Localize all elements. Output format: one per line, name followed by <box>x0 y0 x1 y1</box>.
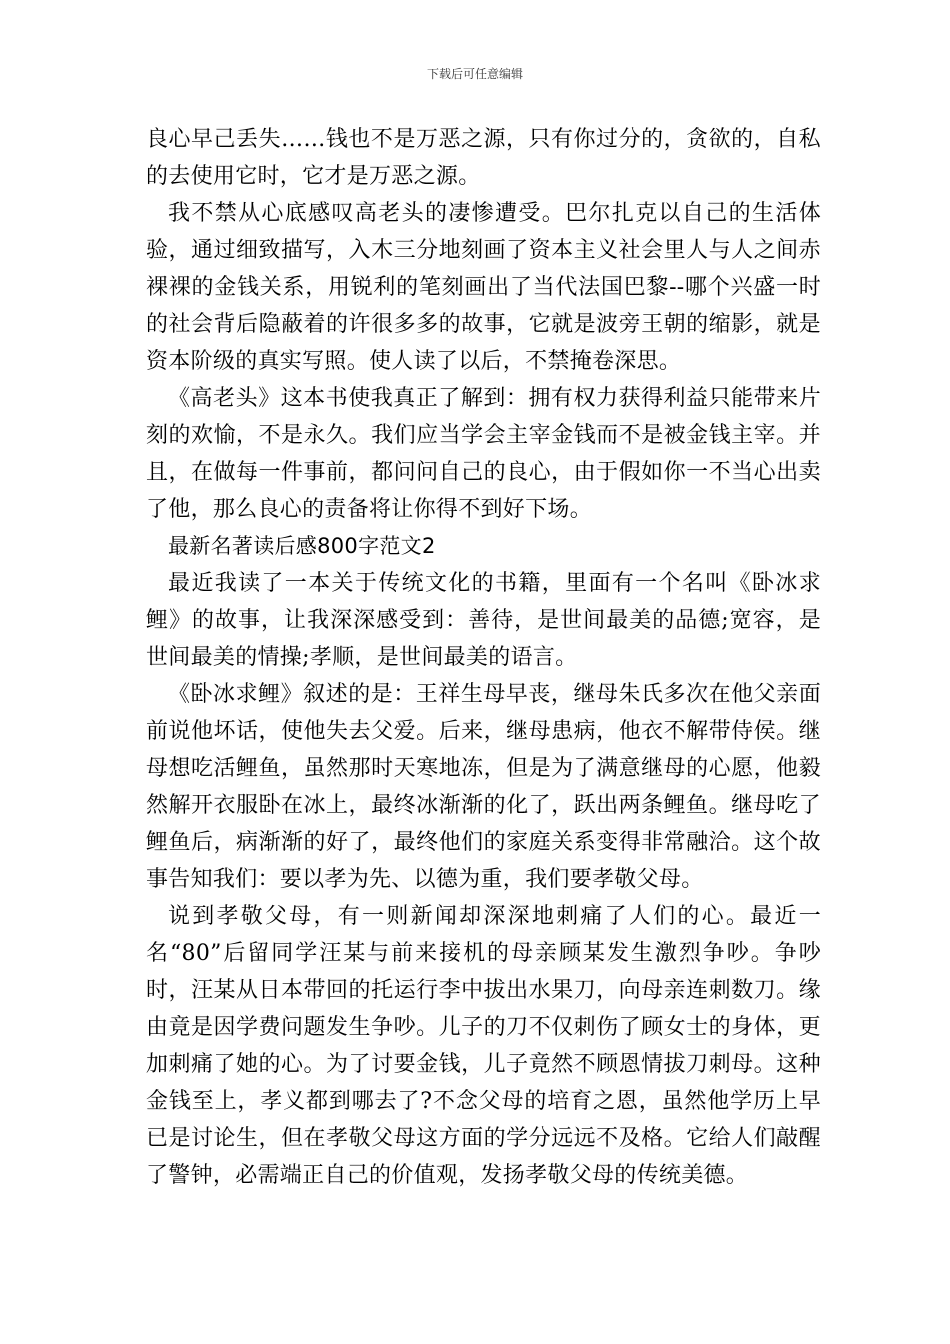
document-body <box>146 121 821 1194</box>
paragraph-5: 《卧冰求鲤》叙述的是：王祥生母早丧，继母朱氏多次在他父亲面前说他坏话，使他失去父爱。后来，继母患病，他衣不解带侍侯。继母想吃活鲤鱼，虽然那时天寒地冻，但是为了满意继母的心愿，他毅然解开衣服卧在冰上，最终冰渐渐的化了，跃出两条鲤鱼。继母吃了鲤鱼后，病渐渐的好了，最终他们的家庭关系变得非常融洽。这个故事告知我们：要以孝为先、以德为重，我们要孝敬父母。 <box>146 682 821 892</box>
paragraph-3: 《高老头》这本书使我真正了解到：拥有权力获得利益只能带来片刻的欢愉，不是永久。我们应当学会主宰金钱而不是被金钱主宰。并且，在做每一件事前，都问问自己的良心，由于假如你一不当心出卖了他，那么良心的责备将让你得不到好下场。 <box>146 386 821 522</box>
paragraph-2: 我不禁从心底感叹高老头的凄惨遭受。巴尔扎克以自己的生活体验，通过细致描写，入木三分地刻画了资本主义社会里人与人之间赤裸裸的金钱关系，用锐利的笔刻画出了当代法国巴黎--哪个兴盛一时的社会背后隐蔽着的许很多多的故事，它就是波旁王朝的缩影，就是资本阶级的真实写照。使人读了以后，不禁掩卷深思。 <box>146 201 821 374</box>
paragraph-6: 说到孝敬父母，有一则新闻却深深地刺痛了人们的心。最近一名“80”后留同学汪某与前来接机的母亲顾某发生激烈争吵。争吵时，汪某从日本带回的托运行李中拔出水果刀，向母亲连刺数刀。缘由竟是因学费问题发生争吵。儿子的刀不仅刺伤了顾女士的身体，更加刺痛了她的心。为了讨要金钱，儿子竟然不顾恩情拔刀刺母。这种金钱至上，孝义都到哪去了?不念父母的培育之恩，虽然他学历上早已是讨论生，但在孝敬父母这方面的学分远远不及格。它给人们敲醒了警钟，必需端正自己的价值观，发扬孝敬父母的传统美德。 <box>146 904 821 1188</box>
section-heading: 最新名著读后感800字范文2 <box>168 534 436 558</box>
paragraph-1: 良心早己丢失……钱也不是万恶之源，只有你过分的，贪欲的，自私的去使用它时，它才是万恶之源。 <box>146 127 821 189</box>
page-header-note: 下载后可任意编辑 <box>426 67 523 81</box>
paragraph-4: 最近我读了一本关于传统文化的书籍，里面有一个名叫《卧冰求鲤》的故事，让我深深感受到：善待，是世间最美的品德;宽容，是世间最美的情操;孝顺，是世间最美的语言。 <box>146 571 821 670</box>
